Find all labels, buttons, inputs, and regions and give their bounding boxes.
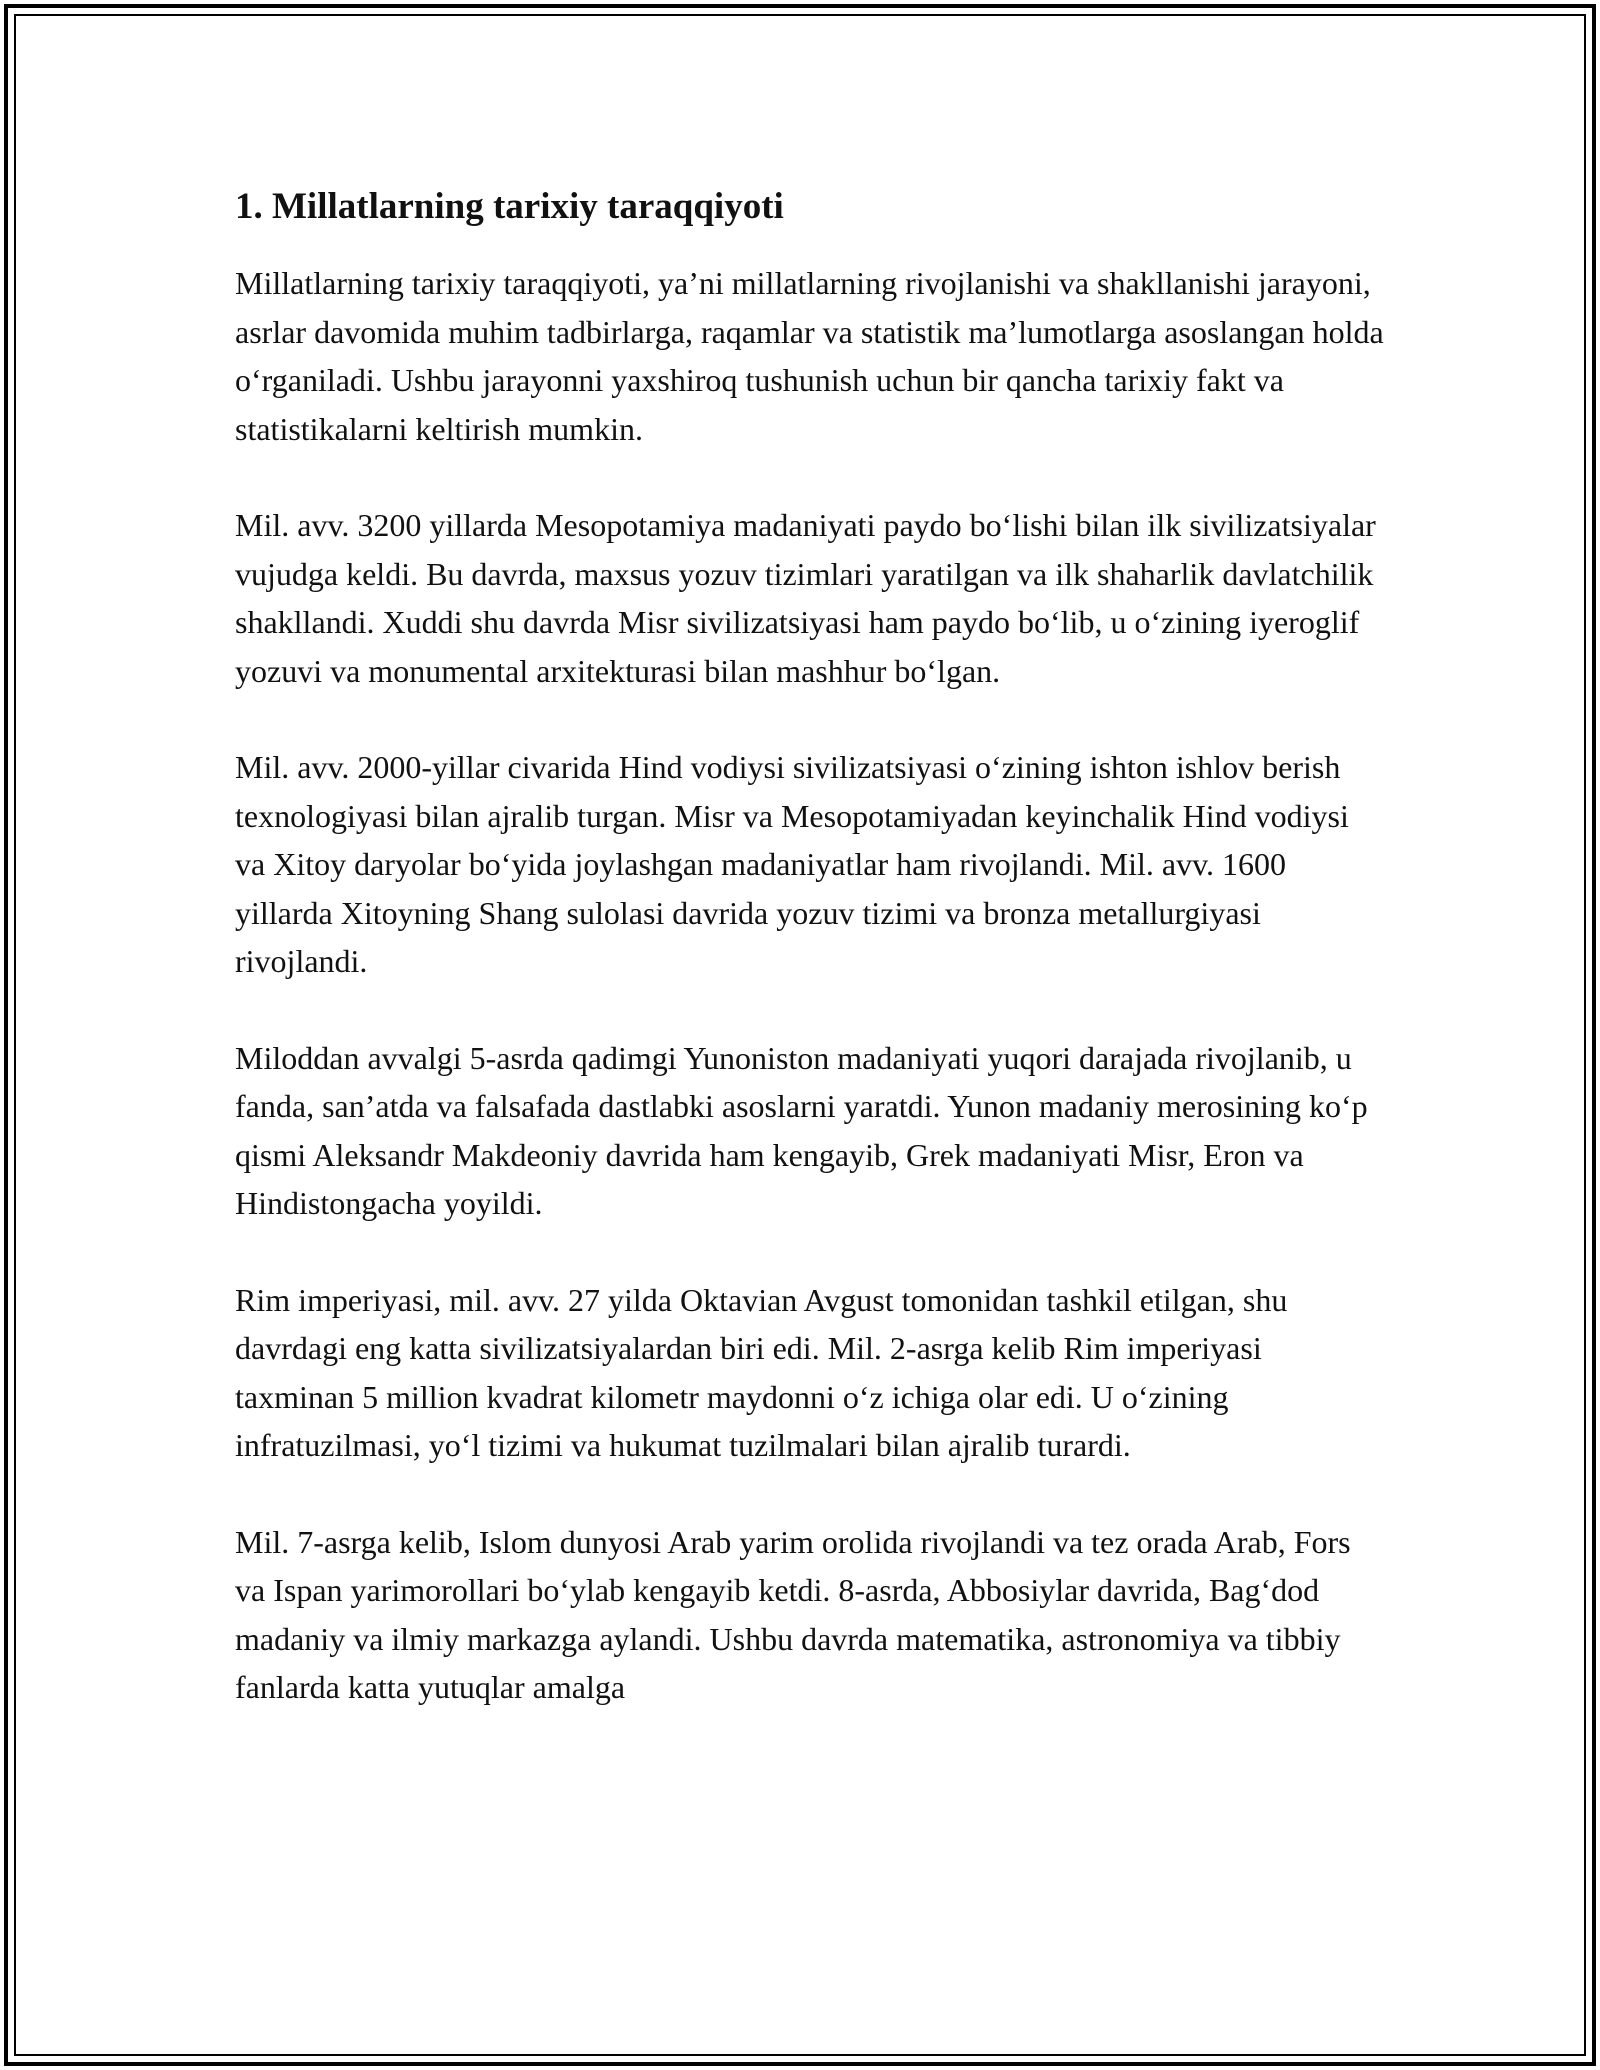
paragraph-intro: Millatlarning tarixiy taraqqiyoti, ya’ni millatlarning rivojlanishi va shakllanishi jarayoni, asrlar davomida muhim tadbirlarga, raqamlar va statistik ma’lumotlarga asoslangan holda o‘rganiladi. Ushbu jarayonni yaxshiroq tushunish uchun bir qancha tarixiy fakt va statistikalarni keltirish mumkin. [235, 265, 1384, 447]
document-body [235, 185, 1385, 1760]
paragraph-rome: Rim imperiyasi, mil. avv. 27 yilda Oktavian Avgust tomonidan tashkil etilgan, shu davrdagi eng katta sivilizatsiyalardan biri edi. Mil. 2-asrga kelib Rim imperiyasi taxminan 5 million kvadrat kilometr maydonni o‘z ichiga olar edi. U o‘zining infratuzilmasi, yo‘l tizimi va hukumat tuzilmalari bilan ajralib turardi. [235, 1281, 1288, 1463]
section-heading: 1. Millatlarning tarixiy taraqqiyoti [235, 186, 784, 227]
paragraph-islam: Mil. 7-asrga kelib, Islom dunyosi Arab yarim orolida rivojlandi va tez orada Arab, Fors va Ispan yarimorollari bo‘ylab kengayib ketdi. 8-asrda, Abbosiylar davrida, Bag‘dod madaniy va ilmiy markazga aylandi. Ushbu davrda matematika, astronomiya va tibbiy fanlarda katta yutuqlar amalga [235, 1523, 1351, 1705]
paragraph-mesopotamia: Mil. avv. 3200 yillarda Mesopotamiya madaniyati paydo bo‘lishi bilan ilk sivilizatsiyalar vujudga keldi. Bu davrda, maxsus yozuv tizimlari yaratilgan va ilk shaharlik davlatchilik shakllandi. Xuddi shu davrda Misr sivilizatsiyasi ham paydo bo‘lib, u o‘zining iyeroglif yozuvi va monumental arxitekturasi bilan mashhur bo‘lgan. [235, 507, 1376, 689]
paragraph-indus-valley: Mil. avv. 2000-yillar civarida Hind vodiysi sivilizatsiyasi o‘zining ishton ishlov berish texnologiyasi bilan ajralib turgan. Misr va Mesopotamiyadan keyinchalik Hind vodiysi va Xitoy daryolar bo‘yida joylashgan madaniyatlar ham rivojlandi. Mil. avv. 1600 yillarda Xitoyning Shang sulolasi davrida yozuv tizimi va bronza metallurgiyasi rivojlandi. [235, 749, 1349, 979]
paragraph-greece: Miloddan avvalgi 5-asrda qadimgi Yunoniston madaniyati yuqori darajada rivojlanib, u fanda, san’atda va falsafada dastlabki asoslarni yaratdi. Yunon madaniy merosining ko‘p qismi Aleksandr Makdeoniy davrida ham kengayib, Grek madaniyati Misr, Eron va Hindistongacha yoyildi. [235, 1039, 1368, 1221]
